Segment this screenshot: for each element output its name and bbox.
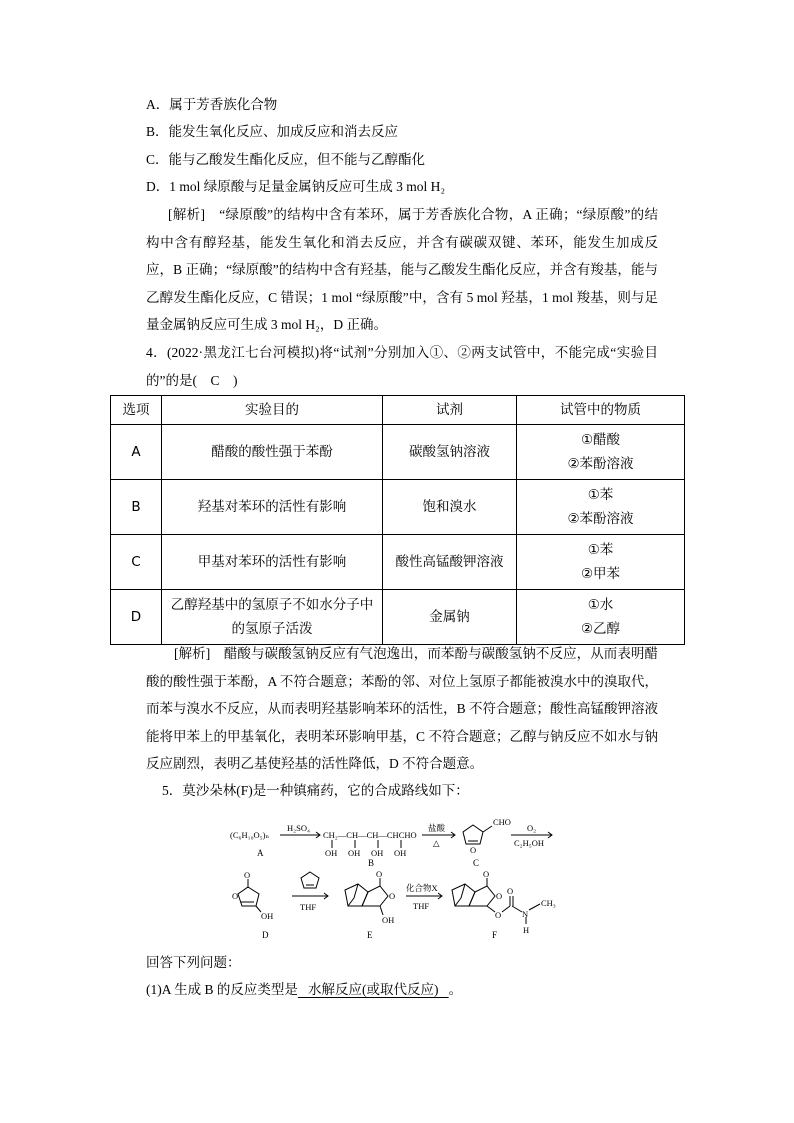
label-f: F <box>492 930 498 940</box>
label-d: D <box>262 930 269 940</box>
goal-line-2: 的氢原子活泼 <box>231 621 313 637</box>
q3-option-c: C．能与乙酸发生酯化反应，但不能与乙醇酯化 <box>146 152 426 167</box>
label-b: B <box>368 858 375 868</box>
q5-sub1-answer-blank <box>298 982 449 997</box>
header-reagent: 试剂 <box>383 396 517 425</box>
table-row <box>111 590 685 645</box>
compound-f-ring-o: O <box>496 891 503 901</box>
reagent-thf-2: THF <box>413 901 430 911</box>
row-reagent: 酸性高锰酸钾溶液 <box>383 535 517 590</box>
compound-a-formula: (C₆H₁₀O₅)ₙ <box>230 830 270 840</box>
q5-prompt: 回答下列问题： <box>146 955 241 970</box>
row-substances <box>517 425 685 480</box>
header-option: 选项 <box>111 396 162 425</box>
q3-analysis: [解析] “绿原酸”的结构中含有苯环，属于芳香族化合物，A 正确；“绿原酸”的结构中含有醇羟基，能发生氧化和消去反应，并含有碳碳双键、苯环，能发生加成反应，B 正确；“绿原酸”的结构中含有羟基，能与乙酸发生酯化反应，并含有羧基，能与乙醇发生酯化反应，C 错误；1 mol “绿原酸”中，含有 5 mol 羟基，1 mol 羧基，则与足量金属钠反应可生成 3 mol H₂，D 正确。 <box>146 207 658 333</box>
compound-f-carbonyl-o: O <box>483 869 490 879</box>
compound-b-oh-4: OH <box>394 848 407 858</box>
q5-sub1-answer: 水解反应(或取代反应) <box>308 982 439 997</box>
q3-option-b: B．能发生氧化反应、加成反应和消去反应 <box>146 124 399 139</box>
compound-f-n: N <box>522 909 529 919</box>
row-substances <box>517 535 685 590</box>
substance-2: ②甲苯 <box>580 566 621 582</box>
compound-c-ring-o: O <box>470 845 477 855</box>
label-e: E <box>367 930 373 940</box>
compound-d-oh: OH <box>261 911 274 921</box>
substance-1: ①苯 <box>587 487 614 503</box>
compound-e-carbonyl-o: O <box>376 869 383 879</box>
row-reagent: 碳酸氢钠溶液 <box>383 425 517 480</box>
q5-sub1 <box>146 980 462 1000</box>
reagent-ethanol: C₂H₅OH <box>514 838 545 848</box>
row-option: C <box>111 535 162 590</box>
table-header-row <box>111 396 685 425</box>
q5-stem: 5．莫沙朵林(F)是一种镇痛药，它的合成路线如下： <box>162 783 469 798</box>
q5-sub1-suffix: 。 <box>448 982 463 997</box>
table-row <box>111 480 685 535</box>
q3-option-a: A．属于芳香族化合物 <box>146 97 278 112</box>
row-reagent: 饱和溴水 <box>383 480 517 535</box>
compound-f-ch3: CH₃ <box>541 898 556 908</box>
row-goal: 羟基对苯环的活性有影响 <box>162 480 383 535</box>
reagent-heat: △ <box>433 838 440 848</box>
substance-1: ①醋酸 <box>580 432 621 448</box>
reagent-compound-x: 化合物X <box>406 883 438 893</box>
row-option: D <box>111 590 162 645</box>
goal-line-1: 乙醇羟基中的氢原子不如水分子中 <box>170 597 374 613</box>
synthesis-scheme <box>230 808 570 948</box>
q4-analysis: [解析] 醋酸与碳酸氢钠反应有气泡逸出，而苯酚与碳酸氢钠不反应，从而表明醋酸的酸性强于苯酚，A 不符合题意；苯酚的邻、对位上氢原子都能被溴水中的溴取代，而苯与溴水不反应，从而表明羟基影响苯环的活性，B 不符合题意；酸性高锰酸钾溶液能将甲苯上的甲基氧化，表明苯环影响甲基，C 不符合题意；乙醇与钠反应不如水与钠反应剧烈，表明乙基使羟基的活性降低，D 不符合题意。 <box>146 646 658 772</box>
row-substances <box>517 590 685 645</box>
reagent-oxygen: O₂ <box>527 823 537 833</box>
substance-1: ①水 <box>587 597 614 613</box>
label-a: A <box>257 848 264 858</box>
label-c: C <box>473 858 480 868</box>
compound-d-carbonyl-o: O <box>244 870 251 880</box>
table-row <box>111 535 685 590</box>
q5-sub1-prefix: (1)A 生成 B 的反应类型是 <box>146 982 298 997</box>
row-goal <box>162 590 383 645</box>
row-option: A <box>111 425 162 480</box>
row-substances <box>517 480 685 535</box>
substance-2: ②苯酚溶液 <box>567 456 634 472</box>
compound-f-h: H <box>523 925 530 935</box>
substance-2: ②苯酚溶液 <box>567 511 634 527</box>
table-row <box>111 425 685 480</box>
compound-c-cho: CHO <box>493 817 511 827</box>
compound-e-oh: OH <box>382 915 395 925</box>
header-goal: 实验目的 <box>162 396 383 425</box>
compound-b-oh-3: OH <box>371 848 384 858</box>
row-goal: 醋酸的酸性强于苯酚 <box>162 425 383 480</box>
q4-table <box>110 395 685 645</box>
compound-e-ring-o: O <box>389 891 396 901</box>
reagent-thf-1: THF <box>300 902 317 912</box>
reagent-sulfuric-acid: H₂SO₄ <box>287 823 310 833</box>
row-option: B <box>111 480 162 535</box>
reagent-hydrochloric-acid: 盐酸 <box>428 823 446 833</box>
compound-f-carbamate-o: O <box>507 886 514 896</box>
q3-option-d: D．1 mol 绿原酸与足量金属钠反应可生成 3 mol H₂ <box>146 179 446 194</box>
row-goal: 甲基对苯环的活性有影响 <box>162 535 383 590</box>
compound-f-ester-o: O <box>495 910 502 920</box>
header-substances: 试管中的物质 <box>517 396 685 425</box>
compound-d-ring-o: O <box>232 891 239 901</box>
compound-b-oh-2: OH <box>348 848 361 858</box>
row-reagent: 金属钠 <box>383 590 517 645</box>
q4-stem: 4．(2022·黑龙江七台河模拟)将“试剂”分别加入①、②两支试管中，不能完成“实验目的”的是( C ) <box>146 345 658 388</box>
compound-b-oh-1: OH <box>325 848 338 858</box>
substance-2: ②乙醇 <box>580 621 621 637</box>
substance-1: ①苯 <box>587 542 614 558</box>
compound-b-chain: CH₂—CH—CH—CHCHO <box>323 830 417 840</box>
